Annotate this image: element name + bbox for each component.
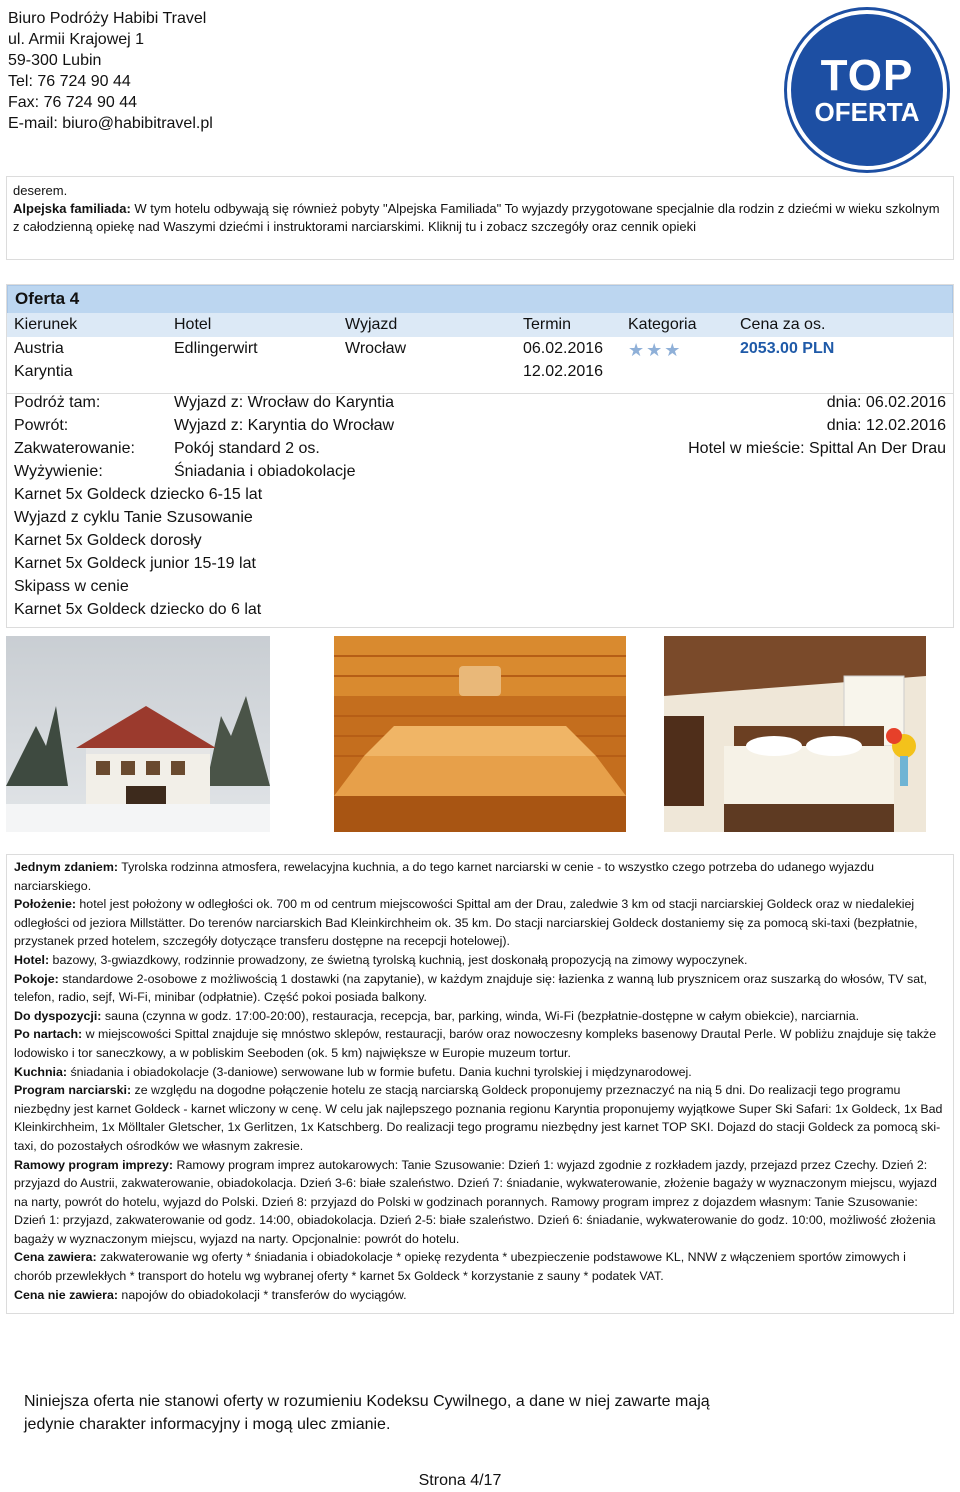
- description-text: [14, 858, 946, 1304]
- desc-paragraph: [14, 1063, 946, 1082]
- extra-item: Wyjazd z cyklu Tanie Szusowanie: [14, 509, 253, 526]
- extra-item: Karnet 5x Goldeck dziecko 6-15 lat: [14, 486, 263, 503]
- desc-text: zakwaterowanie wg oferty * śniadania i obiadokolacje * opiekę rezydenta * ubezpieczenie podstawowe KL, NNW z włączeniem sportów zimowych i chorób przewlekłych * transport do hotelu wg wybranej oferty * karnet 5x Goldeck * korzystanie z sauny * podatek VAT.: [14, 1250, 906, 1284]
- extra-item: Karnet 5x Goldeck junior 15-19 lat: [14, 555, 256, 572]
- intro-box: [6, 176, 954, 260]
- detail-right: Hotel w mieście: Spittal An Der Drau: [688, 440, 946, 457]
- desc-text: bazowy, 3-gwiazdkowy, rodzinnie prowadzony, ze świetną tyrolską kuchnią, jest doskonałą propozycją na zimowy wypoczynek.: [49, 952, 748, 967]
- page-number: Strona 4/17: [418, 1472, 502, 1489]
- desc-paragraph: [14, 1248, 946, 1285]
- date-to: 12.02.2016: [523, 363, 604, 380]
- detail-label: Zakwaterowanie:: [14, 440, 135, 457]
- desc-label: Położenie:: [14, 897, 76, 912]
- badge-offer-text: OFERTA: [814, 97, 920, 127]
- desc-label: Cena nie zawiera:: [14, 1287, 118, 1302]
- desc-paragraph: [14, 1007, 946, 1026]
- extra-item: Karnet 5x Goldeck dorosły: [14, 532, 202, 549]
- desc-label: Ramowy program imprezy:: [14, 1157, 174, 1172]
- desc-label: Do dyspozycji:: [14, 1008, 102, 1023]
- detail-row: [14, 391, 946, 414]
- disclaimer-line: Niniejsza oferta nie stanowi oferty w rozumieniu Kodeksu Cywilnego, a dane w niej zawarte mają: [24, 1393, 710, 1410]
- detail-label: Wyżywienie:: [14, 463, 103, 480]
- direction-region: Karyntia: [14, 363, 73, 380]
- desc-paragraph: [14, 895, 946, 951]
- offer-header: [7, 285, 953, 314]
- desc-text: standardowe 2-osobowe z możliwością 1 dostawki (na zapytanie), w każdym znajduje się: łazienka z wanną lub prysznicem oraz suszarką do włosów, TV sat, telefon, radio, sejf, Wi-Fi, minibar (odpłatnie). Część pokoi posiada balkony.: [14, 971, 927, 1005]
- desc-text: śniadania i obiadokolacje (3-daniowe) serwowane lub w formie bufetu. Dania kuchni tyrolskiej i międzynarodowej.: [67, 1064, 692, 1079]
- description-box: [6, 854, 954, 1314]
- offer-block: [6, 284, 954, 628]
- desc-text: hotel jest położony w odległości ok. 700 m od centrum miejscowości Spittal am der Drau, zaledwie 3 km od stacji narciarskiej Goldeck oraz w niedalekiej odległości od jeziora Millstätter. Do terenów narciarskich Bad Kleinkirchheim ok. 35 km. Do stacji narciarskiej Goldeck dostaniemy się za pomocą ski-taxi (bezpłatnie, przystanek przed hotelem, szczegóły dotyczące transferu dostępne na recepcji hotelowej).: [14, 897, 918, 949]
- detail-row: [14, 437, 946, 460]
- bedroom-photo: [664, 636, 926, 832]
- star-icon: ★: [664, 340, 681, 360]
- badge-top-text: TOP: [820, 51, 914, 100]
- agency-name: Biuro Podróży Habibi Travel: [8, 10, 207, 27]
- col-price: Cena za os.: [740, 316, 826, 333]
- desc-text: w miejscowości Spittal znajduje się mnóstwo sklepów, restauracji, barów oraz nowoczesny kompleks basenowy Drautal Perle. W pobliżu znajduje się także lodowisko i tor saneczkowy, a w pobliskim Seeboden (ok. 5 km) największe w Europie muzeum tortur.: [14, 1027, 937, 1060]
- intro-line: deserem.: [13, 183, 68, 198]
- desc-label: Jednym zdaniem:: [14, 860, 118, 874]
- desc-paragraph: [14, 1025, 946, 1062]
- desc-label: Program narciarski:: [14, 1083, 132, 1098]
- desc-label: Pokoje:: [14, 971, 59, 986]
- col-term: Termin: [523, 316, 572, 333]
- agency-street: ul. Armii Krajowej 1: [8, 31, 145, 48]
- detail-label: Powrót:: [14, 417, 69, 434]
- col-hotel: Hotel: [174, 316, 212, 333]
- agency-email: E-mail: biuro@habibitravel.pl: [8, 115, 213, 132]
- agency-fax: Fax: 76 724 90 44: [8, 94, 137, 111]
- desc-text: napojów do obiadokolacji * transferów do wyciągów.: [117, 1287, 407, 1302]
- direction-country: Austria: [14, 340, 64, 357]
- desc-paragraph: [14, 970, 946, 1007]
- star-icon: ★: [646, 340, 663, 360]
- disclaimer: [24, 1390, 924, 1436]
- col-direction: Kierunek: [14, 316, 78, 333]
- detail-label: Podróż tam:: [14, 394, 101, 411]
- desc-label: Cena zawiera:: [14, 1250, 97, 1265]
- hotel-exterior-photo: [6, 636, 270, 832]
- desc-paragraph: [14, 858, 946, 895]
- date-from: 06.02.2016: [523, 340, 604, 357]
- offer-values-row: [7, 337, 953, 394]
- agency-tel: Tel: 76 724 90 44: [8, 73, 131, 90]
- intro-paragraph: [13, 200, 943, 236]
- offer-details: [14, 391, 946, 621]
- offer-title: Oferta 4: [15, 289, 80, 308]
- detail-row: [14, 460, 946, 483]
- desc-paragraph: [14, 1286, 946, 1305]
- desc-paragraph: [14, 951, 946, 970]
- col-departure: Wyjazd: [345, 316, 398, 333]
- desc-label: Hotel:: [14, 952, 50, 967]
- col-category: Kategoria: [628, 316, 697, 333]
- desc-label: Kuchnia:: [14, 1064, 68, 1079]
- desc-text: sauna (czynna w godz. 17:00-20:00), restauracja, recepcja, bar, parking, winda, Wi-Fi (bezpłatnie-dostępne w całym obiekcie), narciarnia.: [101, 1008, 860, 1023]
- detail-right: dnia: 06.02.2016: [826, 394, 946, 411]
- detail-value: Wyjazd z: Wrocław do Karyntia: [174, 394, 395, 411]
- extra-item: Karnet 5x Goldeck dziecko do 6 lat: [14, 601, 262, 618]
- agency-contact: [8, 8, 213, 134]
- desc-text: Ramowy program imprez autokarowych: Tanie Szusowanie: Dzień 1: wyjazd zgodnie z rozkładem jazdy, przejazd przez Czechy. Dzień 2: przyjazd do Austrii, zakwaterowanie, obiadokolacja. Dzień 3-6: białe szaleństwo. Dzień 7: śniadanie, wykwaterowanie, złożenie bagaży w wyznaczonym miejscu, wyjazd na narty, powrót do hotelu, wyjazd do Polski. Dzień 8: przyjazd do Polski w godzinach porannych. Ramowy program imprez z dojazdem własnym: Tanie Szusowanie: Dzień 1: przyjazd, zakwaterowanie od godz. 14:00, obiadokolacja. Dzień 2-5: białe szaleństwo. Dzień 6: śniadanie, wykwaterowanie do godz. 10:00, możliwość złożenia bagaży w wyznaczonym miejscu, wyjazd na narty. Opcjonalnie: powrót do hotelu.: [14, 1157, 937, 1246]
- desc-paragraph: [14, 1156, 946, 1249]
- agency-city: 59-300 Lubin: [8, 52, 102, 69]
- hotel-category-stars: [628, 341, 680, 359]
- hotel-name[interactable]: Edlingerwirt: [174, 340, 258, 357]
- desc-paragraph: [14, 1081, 946, 1155]
- detail-value: Wyjazd z: Karyntia do Wrocław: [174, 417, 395, 434]
- disclaimer-line: jedynie charakter informacyjny i mogą ulec zmianie.: [24, 1416, 391, 1433]
- desc-label: Po nartach:: [14, 1027, 83, 1042]
- top-offer-badge: [787, 10, 947, 170]
- detail-row: [14, 414, 946, 437]
- extra-item: Skipass w cenie: [14, 578, 129, 595]
- intro-text[interactable]: W tym hotelu odbywają się również pobyty "Alpejska Familiada" To wyjazdy przygotowane specjalnie dla rodzin z dziećmi w wieku szkolnym z całodzienną opiekę nad Waszymi dziećmi i instruktorami narciarskimi. Kliknij tu i zobacz szczegóły oraz cennik opieki: [13, 201, 940, 234]
- detail-value: Śniadania i obiadokolacje: [174, 463, 356, 480]
- desc-text: Tyrolska rodzinna atmosfera, rewelacyjna kuchnia, a do tego karnet narciarski w cenie - to wszystko czego potrzeba do udanego wyjazdu narciarskiego.: [14, 860, 874, 893]
- star-icon: ★: [628, 340, 645, 360]
- intro-label: Alpejska familiada:: [13, 201, 131, 216]
- detail-value: Pokój standard 2 os.: [174, 440, 320, 457]
- sauna-photo: [334, 636, 626, 832]
- offer-columns-row: [7, 313, 953, 337]
- price-per-person: 2053.00 PLN: [740, 340, 835, 357]
- departure-city: Wrocław: [345, 340, 407, 357]
- detail-right: dnia: 12.02.2016: [826, 417, 946, 434]
- desc-text: ze względu na dogodne połączenie hotelu ze stacją narciarską Goldeck proponujemy przeznaczyć na nią 5 dni. Do realizacji tego programu niezbędny jest karnet Goldeck - karnet wliczony w cenę. W celu jak najlepszego poznania regionu Karyntia proponujemy wyjątkowe Super Ski Safari: 1x Goldeck, 1x Bad Kleinkirchheim, 1x Mölltaler Gletscher, 1x Gerlitzen, 1x Katschberg. Do realizacji tego programu niezbędny jest karnet TOP SKI. Dojazd do stacji Goldeck za pomocą ski-taxi, do pozostałych ośrodków we własnym zakresie.: [14, 1083, 943, 1153]
